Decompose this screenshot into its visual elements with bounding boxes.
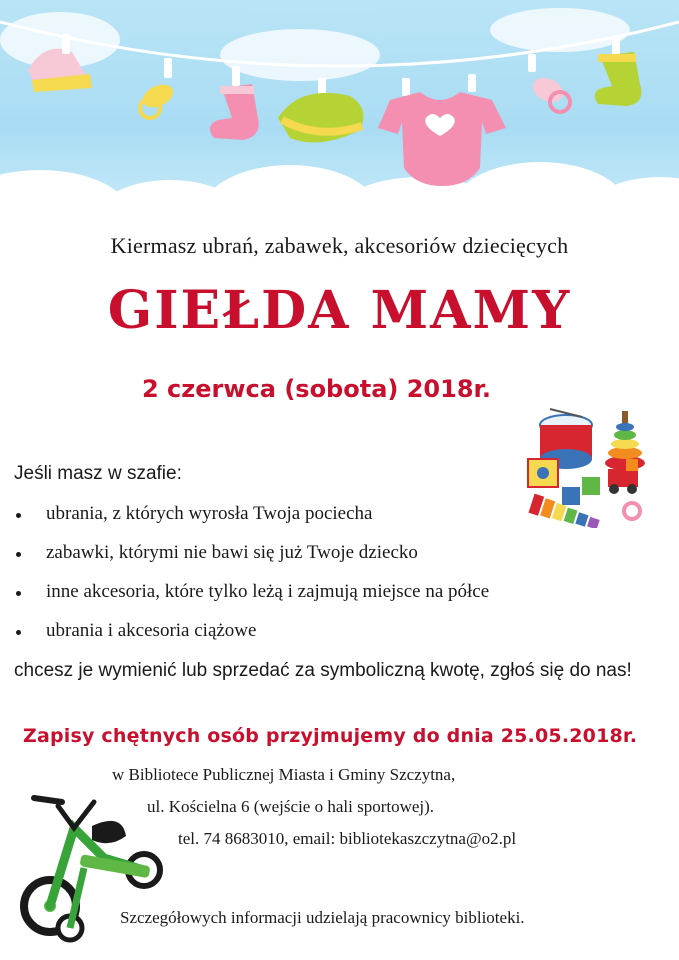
baby-sock-icon — [210, 66, 259, 140]
location-text: w Bibliotece Publicznej Miasta i Gminy Szczytna, — [112, 765, 456, 784]
registration-deadline: Zapisy chętnych osób przyjmujemy do dnia 25.05.2018r. — [23, 725, 638, 747]
green-hat-icon — [278, 78, 363, 143]
page-title: GIEŁDA MAMY — [107, 280, 572, 341]
intro-text: Jeśli masz w szafie: — [14, 463, 182, 484]
header-banner — [0, 0, 679, 235]
clothesline-illustration — [0, 0, 679, 235]
list-item: inne akcesoria, które tylko leżą i zajmują miejsce na półce — [14, 581, 489, 620]
pacifier-icon — [139, 58, 176, 118]
toys-illustration — [522, 403, 652, 533]
closing-text: chcesz je wymienić lub sprzedać za symboliczną kwotę, zgłoś się do nas! — [14, 660, 632, 681]
pacifier-icon — [528, 54, 570, 112]
list-item: ubrania, z których wyrosła Twoja pociecha — [14, 503, 489, 542]
list-item: zabawki, którymi nie bawi się już Twoje dziecko — [14, 542, 489, 581]
street-address: ul. Kościelna 6 (wejście o hali sportowej). — [147, 797, 435, 816]
contact-info: tel. 74 8683010, email: bibliotekaszczytna@o2.pl — [178, 829, 517, 848]
info-text: Szczegółowych informacji udzielają pracownicy biblioteki. — [120, 908, 525, 927]
event-subtitle: Kiermasz ubrań, zabawek, akcesoriów dziecięcych — [110, 233, 569, 258]
items-list — [14, 503, 489, 659]
onesie-icon — [378, 74, 506, 186]
tricycle-illustration — [14, 788, 174, 953]
list-item: ubrania i akcesoria ciążowe — [14, 620, 489, 659]
event-date: 2 czerwca (sobota) 2018r. — [142, 375, 492, 403]
